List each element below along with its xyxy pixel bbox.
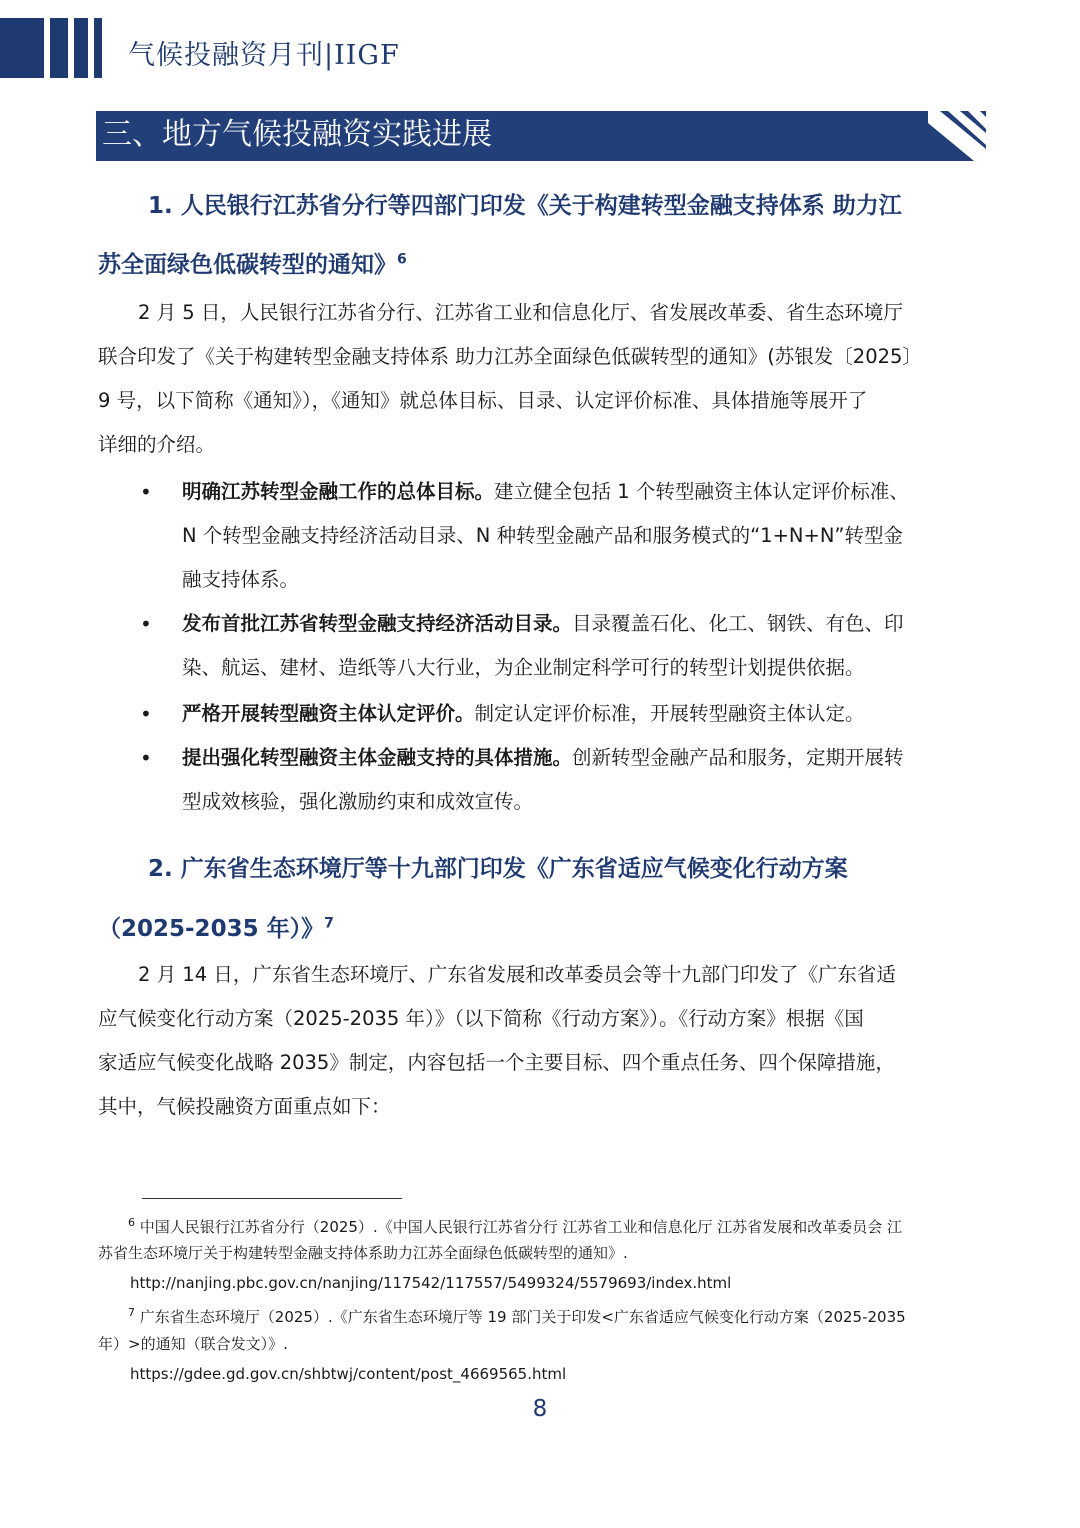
footnote-6-line2: 苏省生态环境厅关于构建转型金融支持体系助力江苏全面绿色低碳转型的通知》.: [98, 1244, 628, 1262]
footnote-7-line1: $^7$ 广东省生态环境厅（2025）.《广东省生态环境厅等 19 部门关于印发<广东省适应气候变化行动方案（2025-2035: [128, 1306, 906, 1326]
section-title: 三、地方气候投融资实践进展: [102, 117, 492, 152]
header-stripe: [74, 18, 88, 78]
section-banner: [96, 111, 986, 161]
header-stripe: [50, 18, 68, 78]
bullet-dot-icon: •: [140, 612, 152, 636]
page-number: 8: [532, 1396, 548, 1422]
article2-paragraph: 2 月 14 日，广东省生态环境厅、广东省发展和改革委员会等十九部门印发了《广东省适 应气候变化行动方案（2025-2035 年）》（以下简称《行动方案》）。《行动方案》根据《国 家适应气候变化战略 2035》制定，内容包括一个主要目标、四个重点任务、四个保障措施， 其中，气候投融资方面重点如下：: [98, 963, 896, 1118]
footnote-ref[interactable]: 7: [324, 915, 334, 932]
header-stripe: [0, 18, 44, 78]
footnote-7-line2: 年）>的通知（联合发文）》.: [98, 1335, 288, 1353]
article1-heading-line2: 苏全面绿色低碳转型的通知》$^6$: [98, 251, 407, 278]
bullet-dot-icon: •: [140, 480, 152, 504]
footnote-6-line1: $^6$ 中国人民银行江苏省分行（2025）.《中国人民银行江苏省分行 江苏省工业和信息化厅 江苏省发展和改革委员会 江: [128, 1216, 903, 1236]
footnote-6-url[interactable]: http://nanjing.pbc.gov.cn/nanjing/117542/117557/5499324/5579693/index.html: [130, 1274, 732, 1292]
footnote-ref[interactable]: 6: [397, 251, 407, 268]
header-stripe: [94, 18, 102, 78]
bullet-dot-icon: •: [140, 746, 152, 770]
banner-stripes-icon: [886, 111, 986, 161]
article1-heading-line1: 1. 人民银行江苏省分行等四部门印发《关于构建转型金融支持体系 助力江: [148, 193, 902, 219]
footnote-7-url[interactable]: https://gdee.gd.gov.cn/shbtwj/content/post_4669565.html: [130, 1365, 567, 1383]
footnote-divider: [142, 1198, 402, 1199]
publication-title: 气候投融资月刊|IIGF: [128, 40, 400, 71]
article1-paragraph: 2 月 5 日，人民银行江苏省分行、江苏省工业和信息化厅、省发展改革委、省生态环境厅 联合印发了《关于构建转型金融支持体系 助力江苏全面绿色低碳转型的通知》(苏银发〔2025〕 9 号，以下简称《通知》），《通知》就总体目标、目录、认定评价标准、具体措施等展开了 详细的介绍。: [98, 301, 922, 456]
article2-heading-line1: 2. 广东省生态环境厅等十九部门印发《广东省适应气候变化行动方案: [148, 856, 848, 882]
article2-heading-line2: （2025-2035 年）》$^7$: [98, 915, 334, 942]
bullet-dot-icon: •: [140, 702, 152, 726]
